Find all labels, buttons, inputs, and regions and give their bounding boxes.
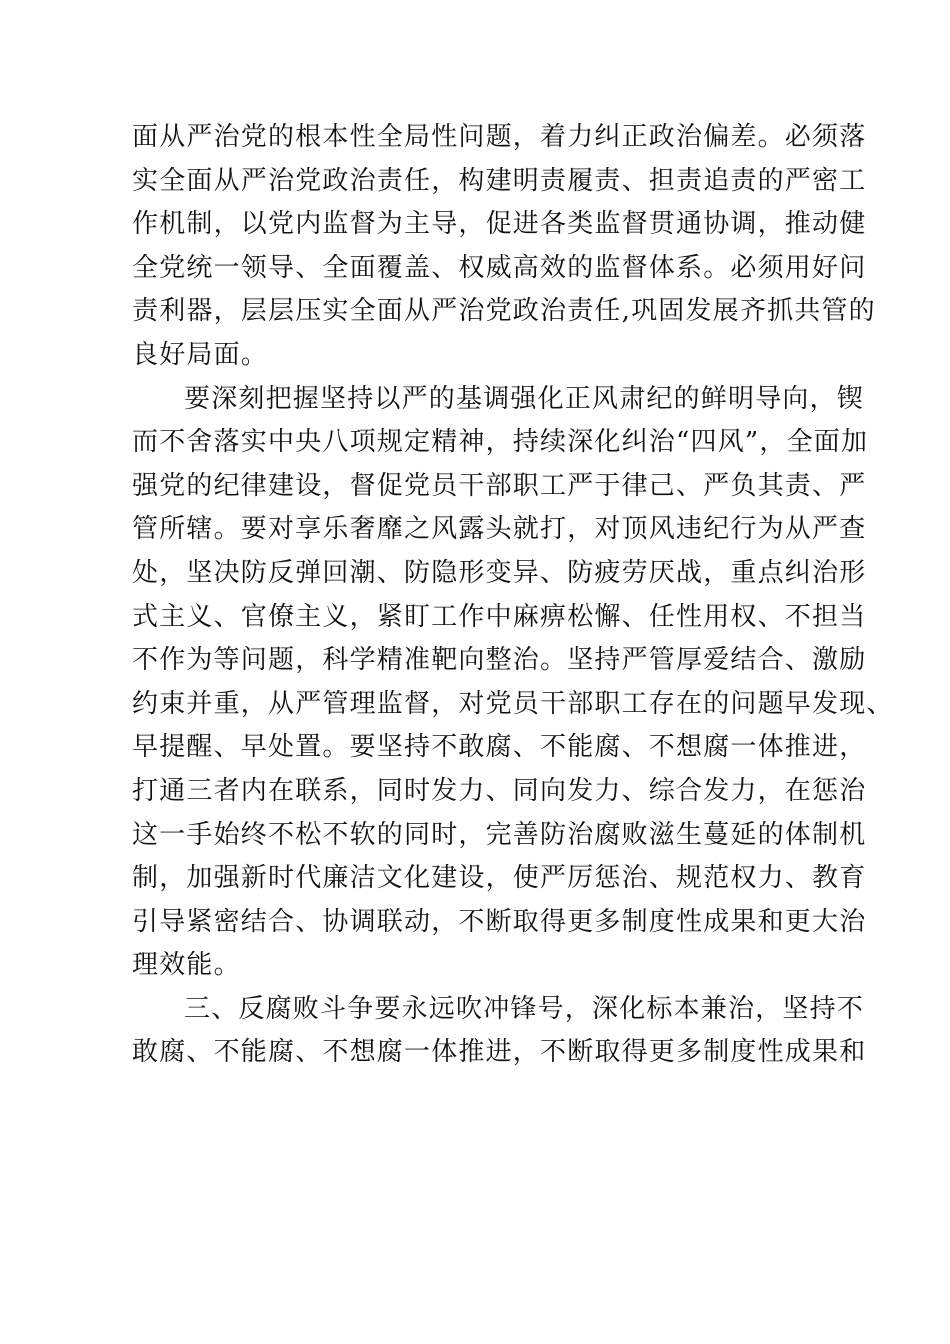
text-line: 制，加强新时代廉洁文化建设，使严厉惩治、规范权力、教育 (132, 863, 867, 894)
text-line: 引导紧密结合、协调联动，不断取得更多制度性成果和更大治 (132, 906, 867, 937)
text-line: 强党的纪律建设，督促党员干部职工严于律己、严负其责、严 (132, 470, 867, 501)
text-line: 打通三者内在联系，同时发力、同向发力、综合发力，在惩治 (132, 775, 867, 806)
text-line: 式主义、官僚主义，紧盯工作中麻痹松懈、任性用权、不担当 (132, 601, 867, 632)
text-line: 处，坚决防反弹回潮、防隐形变异、防疲劳厌战，重点纠治形 (132, 557, 867, 588)
paragraph-2 (132, 378, 894, 988)
text-line: 要深刻把握坚持以严的基调强化正风肃纪的鲜明导向，锲 (184, 383, 865, 414)
text-line: 良好局面。 (132, 339, 269, 370)
text-line: 实全面从严治党政治责任，构建明责履责、担责追责的严密工 (132, 165, 867, 196)
text-line: 这一手始终不松不软的同时，完善防治腐败滋生蔓延的体制机 (132, 819, 867, 850)
text-line: 约束并重，从严管理监督，对党员干部职工存在的问题早发现、 (132, 688, 894, 719)
text-line: 面从严治党的根本性全局性问题，着力纠正政治偏差。必须落 (132, 122, 867, 152)
text-line: 管所辖。要对享乐奢靡之风露头就打，对顶风违纪行为从严查 (132, 514, 867, 545)
text-line: 责利器，层层压实全面从严治党政治责任,巩固发展齐抓共管的 (132, 296, 876, 327)
text-line: 不作为等问题，科学精准靶向整治。坚持严管厚爱结合、激励 (132, 645, 867, 676)
text-line: 作机制，以党内监督为主导，促进各类监督贯通协调，推动健 (132, 209, 867, 240)
text-line: 而不舍落实中央八项规定精神，持续深化纠治“四风”，全面加 (132, 427, 869, 458)
text-line: 早提醒、早处置。要坚持不敢腐、不能腐、不想腐一体推进， (132, 732, 867, 763)
paragraph-3 (132, 988, 867, 1075)
text-line: 三、反腐败斗争要永远吹冲锋号，深化标本兼治，坚持不 (184, 993, 865, 1024)
document-body (132, 116, 894, 1075)
paragraph-1 (132, 116, 876, 378)
text-line: 理效能。 (132, 950, 241, 981)
text-line: 敢腐、不能腐、不想腐一体推进，不断取得更多制度性成果和 (132, 1037, 867, 1068)
text-line: 全党统一领导、全面覆盖、权威高效的监督体系。必须用好问 (132, 252, 867, 283)
